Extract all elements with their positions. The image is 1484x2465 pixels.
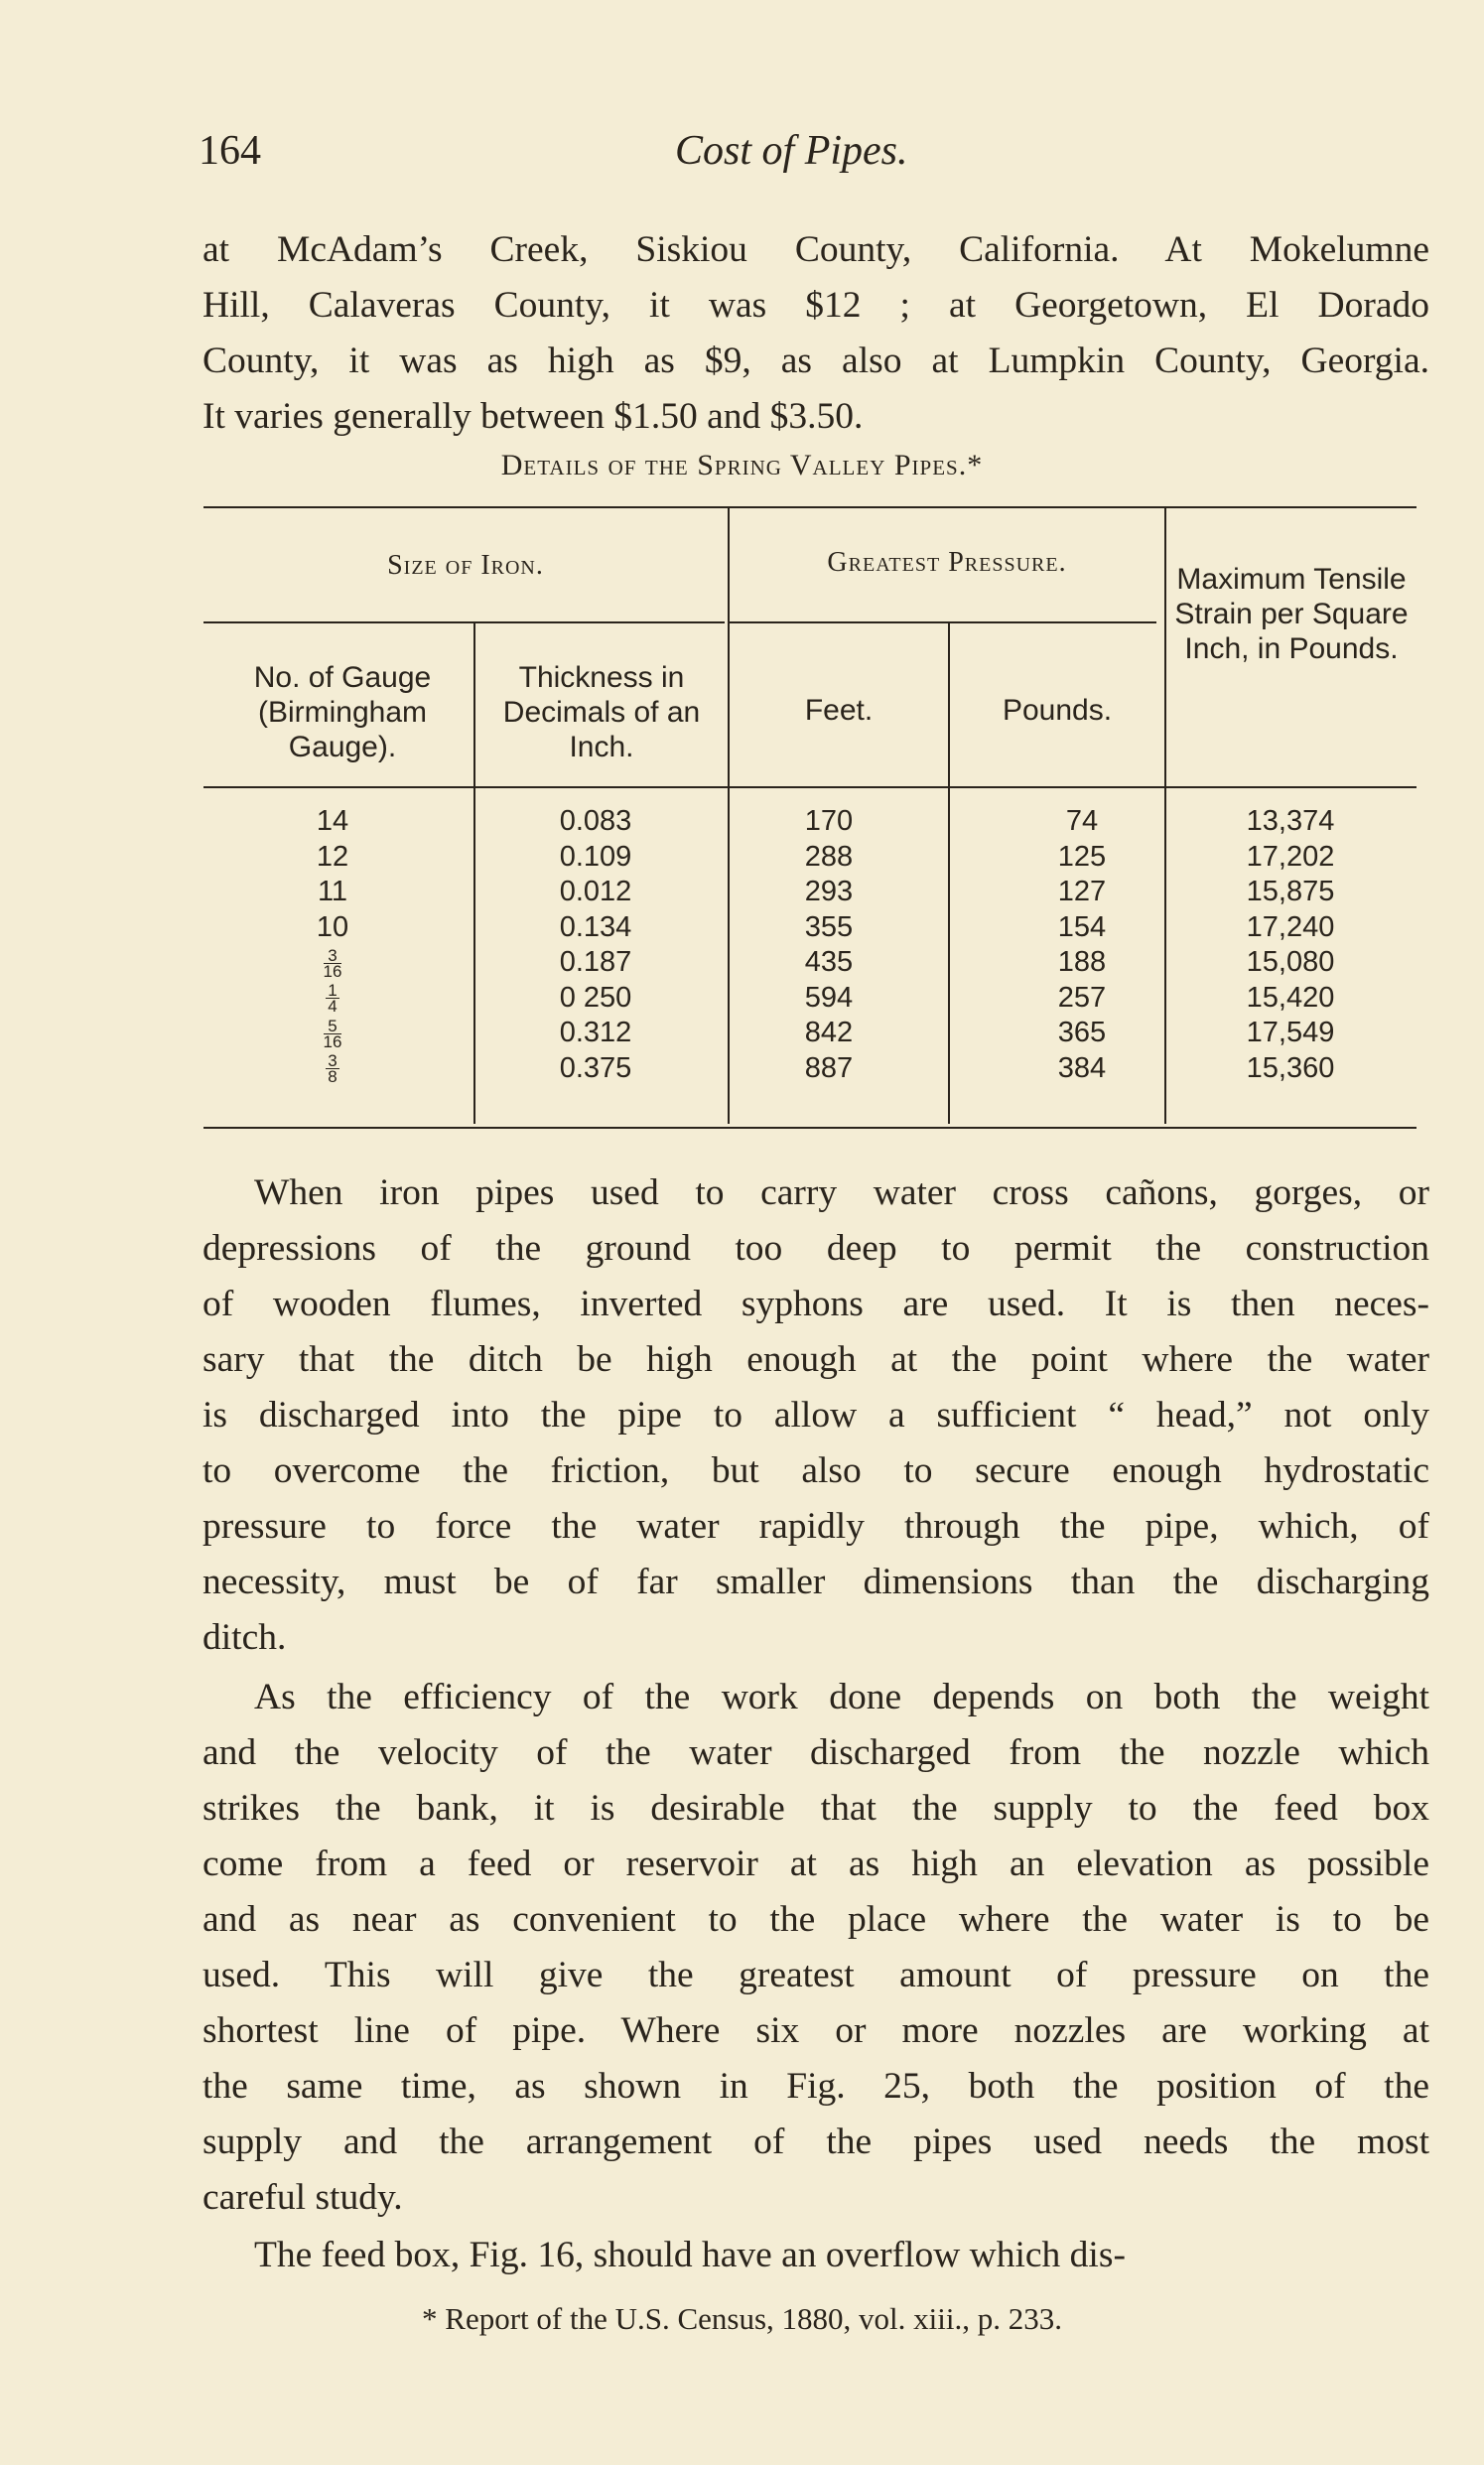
- table-cell: 125: [1057, 840, 1107, 873]
- header-greatest-pressure: Greatest Pressure.: [827, 547, 1067, 578]
- text-line: at McAdam’s Creek, Siskiou County, California. At Mokelumne: [202, 229, 1429, 270]
- running-title: Cost of Pipes.: [675, 128, 908, 174]
- table-cell: 365: [1057, 1017, 1107, 1048]
- table-cell: 11: [317, 876, 348, 907]
- text-line: careful study.: [202, 2177, 403, 2218]
- column-thickness: [516, 804, 675, 1086]
- header-bottom-rule: [203, 786, 1417, 788]
- text-line: pressure to force the water rapidly through the pipe, which, of: [202, 1506, 1429, 1547]
- size-group-rule: [203, 621, 725, 623]
- table-cell: 15,080: [1246, 946, 1335, 978]
- table-cell: 887: [804, 1051, 854, 1084]
- header-feet: Feet.: [804, 694, 874, 727]
- text-line: the same time, as shown in Fig. 25, both the position of the: [202, 2066, 1429, 2107]
- table-cell: 74: [1065, 805, 1099, 837]
- text-line: sary that the ditch be high enough at the point where the water: [202, 1339, 1429, 1380]
- table-cell: 355: [804, 910, 854, 943]
- body-paragraph-1: [202, 1165, 1429, 1666]
- table-cell: 188: [1057, 946, 1107, 978]
- column-feet: [774, 804, 883, 1086]
- text-line: It varies generally between $1.50 and $3.50.: [202, 396, 864, 437]
- intro-paragraph: [202, 222, 1429, 445]
- table-cell: 293: [804, 876, 854, 907]
- table-cell: 170: [804, 805, 854, 837]
- col-divider-size-pressure: [728, 508, 730, 1124]
- table-cell: 0.375: [559, 1051, 632, 1084]
- table-cell: 0.109: [559, 840, 632, 873]
- table-cell: 0.312: [559, 1017, 632, 1048]
- table-cell: 0.134: [559, 910, 632, 943]
- table-cell: 0 250: [559, 981, 632, 1014]
- table-cell: 0.083: [559, 805, 632, 837]
- text-line: necessity, must be of far smaller dimensions than the discharging: [202, 1562, 1429, 1602]
- table-cell: 842: [804, 1017, 854, 1048]
- text-line: strikes the bank, it is desirable that the supply to the feed box: [202, 1788, 1429, 1829]
- column-gauge: [298, 804, 367, 1086]
- table-cell: 154: [1057, 910, 1107, 943]
- table-cell-fraction: $\frac{5}{16}$: [323, 1016, 342, 1051]
- table-cell: 15,875: [1246, 876, 1335, 907]
- body-paragraph-3: [202, 2228, 1429, 2283]
- header-pounds: Pounds.: [1002, 694, 1113, 727]
- table-cell: 17,240: [1246, 910, 1335, 943]
- pressure-group-rule: [730, 621, 1156, 623]
- table-cell: 13,374: [1246, 805, 1335, 837]
- table-cell: 594: [804, 981, 854, 1014]
- text-line: depressions of the ground too deep to permit the construction: [202, 1228, 1429, 1269]
- text-line: come from a feed or reservoir at as high an elevation as possible: [202, 1844, 1429, 1884]
- page-header: [199, 127, 1419, 187]
- table-cell: 257: [1057, 981, 1107, 1014]
- text-line: is discharged into the pipe to allow a sufficient “ head,” not only: [202, 1395, 1429, 1436]
- table-cell: 12: [316, 840, 349, 873]
- text-line: ditch.: [202, 1617, 287, 1658]
- text-line: used. This will give the greatest amount of pressure on the: [202, 1955, 1429, 1995]
- text-line: supply and the arrangement of the pipes used needs the most: [202, 2122, 1429, 2162]
- text-line: County, it was as high as $9, as also at Lumpkin County, Georgia.: [202, 341, 1429, 381]
- table-cell: 435: [804, 946, 854, 978]
- table-top-rule: [203, 506, 1417, 508]
- header-thickness: Thickness in Decimals of an Inch.: [502, 661, 701, 763]
- text-line: and as near as convenient to the place where the water is to be: [202, 1899, 1429, 1940]
- footnote: * Report of the U.S. Census, 1880, vol. xiii., p. 233.: [422, 2301, 1062, 2336]
- table-cell: 127: [1057, 876, 1107, 907]
- body-paragraph-2: [202, 1670, 1429, 2226]
- table-cell: 17,202: [1246, 840, 1335, 873]
- text-line: and the velocity of the water discharged from the nozzle which: [202, 1732, 1429, 1773]
- header-gauge-number: No. of Gauge (Birmingham Gauge).: [253, 661, 432, 763]
- table-cell: 15,360: [1246, 1051, 1335, 1084]
- header-max-tensile-strain: Maximum Tensile Strain per Square Inch, in Pounds.: [1174, 563, 1409, 665]
- table-cell: 10: [316, 910, 349, 943]
- table-cell: 288: [804, 840, 854, 873]
- column-pounds: [1032, 804, 1132, 1086]
- text-line: of wooden flumes, inverted syphons are used. It is then neces-: [202, 1284, 1429, 1324]
- header-size-of-iron: Size of Iron.: [387, 550, 544, 581]
- table-cell: 384: [1057, 1051, 1107, 1084]
- text-line: to overcome the friction, but also to secure enough hydrostatic: [202, 1450, 1429, 1491]
- text-line: The feed box, Fig. 16, should have an overflow which dis-: [254, 2235, 1126, 2275]
- table-bottom-rule: [203, 1127, 1417, 1129]
- table-cell: 0.187: [559, 946, 632, 978]
- table-caption: Details of the Spring Valley Pipes.*: [500, 449, 984, 481]
- column-strain: [1216, 804, 1365, 1086]
- table-cell: 0.012: [559, 876, 632, 907]
- table-cell-fraction: $\frac{3}{8}$: [328, 1051, 337, 1087]
- text-line: As the efficiency of the work done depends on both the weight: [254, 1677, 1429, 1717]
- text-line: shortest line of pipe. Where six or more nozzles are working at: [202, 2010, 1429, 2051]
- table-cell: 15,420: [1246, 981, 1335, 1014]
- table-cell: 17,549: [1246, 1017, 1335, 1048]
- table-cell: 14: [316, 805, 349, 837]
- page-number: 164: [199, 128, 261, 174]
- text-line: Hill, Calaveras County, it was $12 ; at Georgetown, El Dorado: [202, 285, 1429, 326]
- text-line: When iron pipes used to carry water cross cañons, gorges, or: [254, 1172, 1429, 1213]
- table-cell-fraction: $\frac{3}{16}$: [323, 945, 342, 981]
- table-cell-fraction: $\frac{1}{4}$: [328, 981, 337, 1017]
